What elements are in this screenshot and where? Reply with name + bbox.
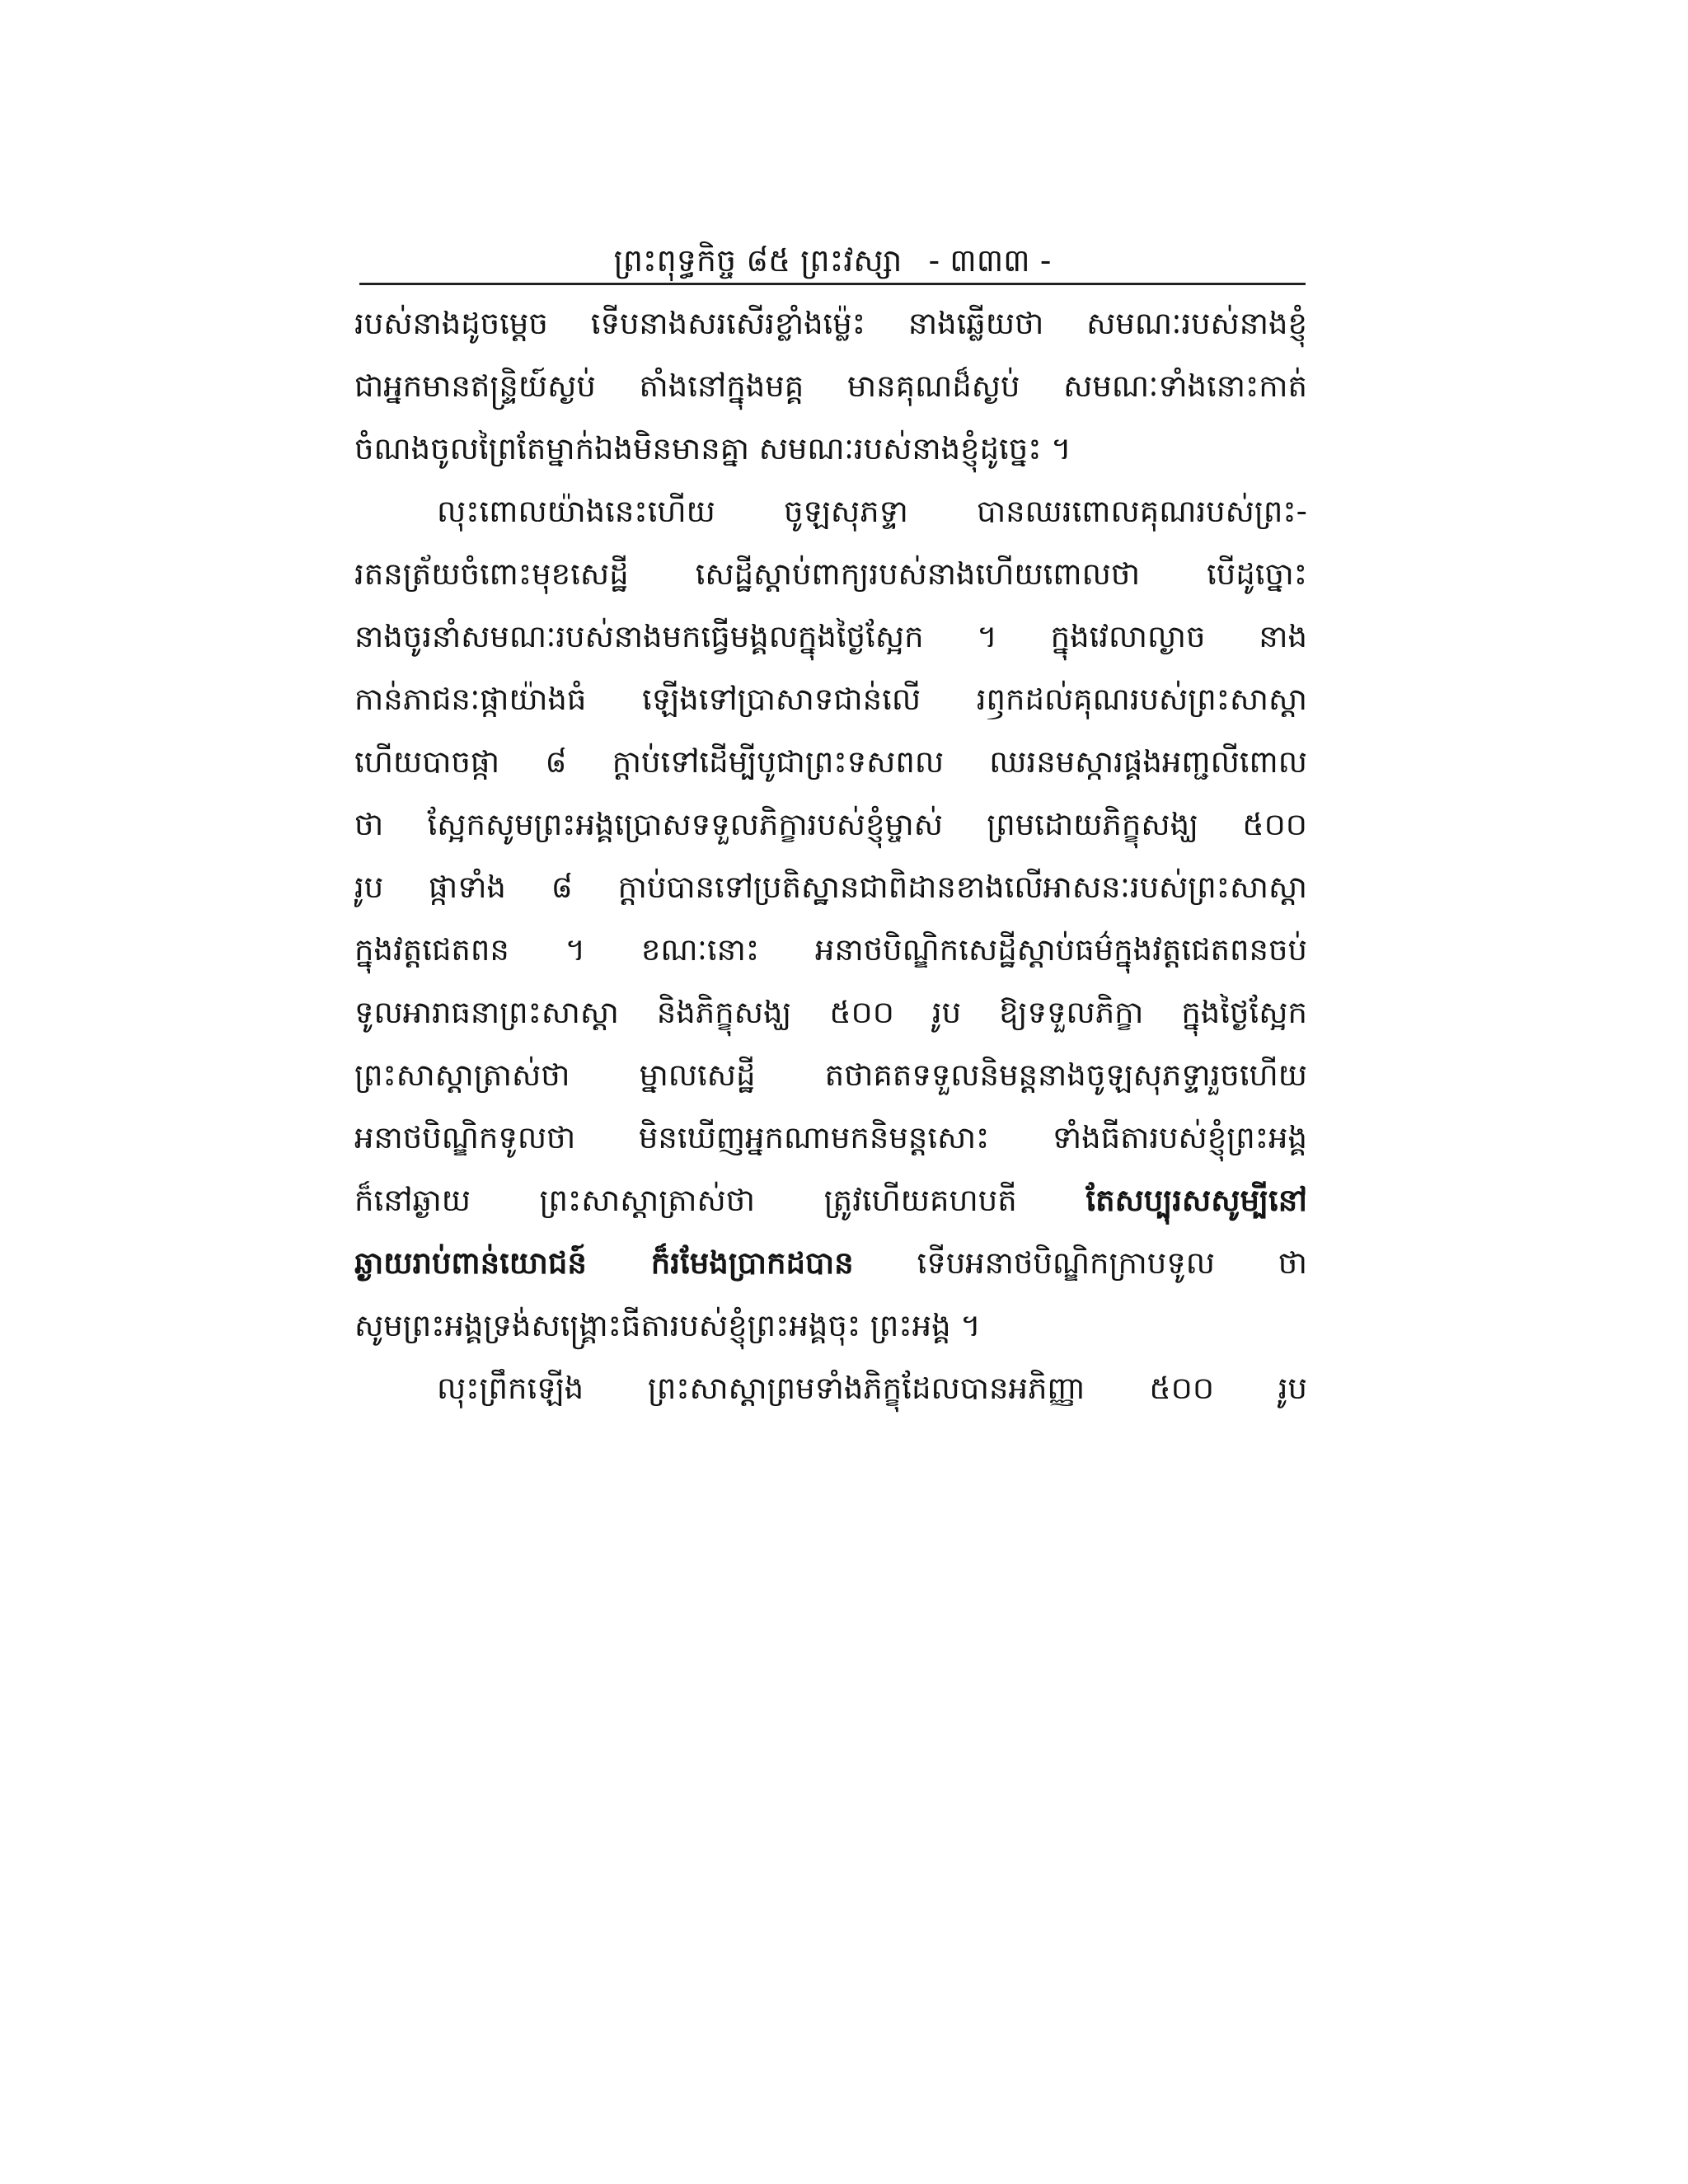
text-line: ក្នុងវត្តជេតពន ។ ខណៈនោះ អនាថបិណ្ឌិកសេដ្ឋីស្ដាប់ធម៌ក្នុងវត្តជេតពនចប់	[354, 932, 1307, 968]
text-line: រូប ផ្កាទាំង ៨ ក្ដាប់បានទៅប្រតិស្ឋានជាពិដានខាងលើអាសនៈរបស់ព្រះសាស្ដា	[354, 869, 1307, 905]
running-header	[359, 236, 1306, 285]
text-line: ចំណងចូលព្រៃតែម្នាក់ឯងមិនមានគ្នា សមណៈរបស់នាងខ្ញុំដូច្នេះ ។	[354, 431, 1071, 466]
page-number: - ៣៣៣ -	[928, 242, 1052, 279]
body-text	[354, 293, 1307, 1420]
text-line: ទូលអារាធនាព្រះសាស្ដា និងភិក្ខុសង្ឃ ៥០០ រូប ឱ្យទទួលភិក្ខា ក្នុងថ្ងៃស្អែក	[354, 995, 1307, 1030]
emphasis-text: ឆ្ងាយរាប់ពាន់យោជន៍ ក៏រមែងប្រាកដបាន	[354, 1245, 854, 1281]
paragraph-first-line: លុះពោលយ៉ាងនេះហើយ ចូឡសុភទ្ទា បានឈរពោលគុណរបស់ព្រះ-	[437, 494, 1307, 529]
text-line: ជាអ្នកមានឥន្ទ្រិយ៍ស្ងប់ តាំងនៅក្នុងមគ្គ មានគុណដ៏ស្ងប់ សមណៈទាំងនោះកាត់	[354, 368, 1307, 404]
book-title: ព្រះពុទ្ធកិច្ច ៨៥ ព្រះវស្សា	[613, 242, 903, 279]
header-rule	[359, 283, 1306, 285]
text-line: កាន់ភាជនៈផ្កាយ៉ាងធំ ឡើងទៅប្រាសាទជាន់លើ រឭកដល់គុណរបស់ព្រះសាស្ដា	[354, 682, 1307, 717]
text-line: ឆ្ងាយរាប់ពាន់យោជន៍ ក៏រមែងប្រាកដបាន ទើបអនាថបិណ្ឌិកក្រាបទូល ថា	[354, 1245, 1307, 1281]
text-line: ហើយបាចផ្កា ៨ ក្ដាប់ទៅដើម្បីបូជាព្រះទសពល ឈរនមស្ការផ្គងអញ្ជលីពោល	[354, 744, 1307, 780]
emphasis-text: តែសប្បុរសសូម្បីនៅ	[1085, 1183, 1307, 1218]
text-line: របស់នាងដូចម្ដេច ទើបនាងសរសើរខ្លាំងម្ល៉េះ នាងឆ្លើយថា សមណៈរបស់នាងខ្ញុំ	[354, 306, 1307, 341]
text-line: រតនត្រ័យចំពោះមុខសេដ្ឋី សេដ្ឋីស្ដាប់ពាក្យរបស់នាងហើយពោលថា បើដូច្នោះ	[354, 556, 1307, 592]
text-line: ថា ស្អែកសូមព្រះអង្គប្រោសទទួលភិក្ខារបស់ខ្ញុំម្ចាស់ ព្រមដោយភិក្ខុសង្ឃ ៥០០	[354, 807, 1307, 842]
text-line: អនាថបិណ្ឌិកទូលថា មិនឃើញអ្នកណាមកនិមន្តសោះ ទាំងធីតារបស់ខ្ញុំព្រះអង្គ	[354, 1120, 1307, 1155]
text-line: ក៏នៅឆ្ងាយ ព្រះសាស្ដាត្រាស់ថា ត្រូវហើយគហបតី តែសប្បុរសសូម្បីនៅ	[354, 1183, 1307, 1218]
text-line: ព្រះសាស្ដាត្រាស់ថា ម្នាលសេដ្ឋី តថាគតទទួលនិមន្តនាងចូឡសុភទ្ទារួចហើយ	[354, 1057, 1307, 1093]
text-line: នាងចូរនាំសមណៈរបស់នាងមកធ្វើមង្គលក្នុងថ្ងៃស្អែក ។ ក្នុងវេលាល្ងាច នាង	[354, 619, 1307, 654]
text-line: សូមព្រះអង្គទ្រង់សង្គ្រោះធីតារបស់ខ្ញុំព្រះអង្គចុះ ព្រះអង្គ ។	[354, 1308, 981, 1343]
paragraph-first-line: លុះព្រឹកឡើង ព្រះសាស្ដាព្រមទាំងភិក្ខុដែលបានអភិញ្ញា ៥០០ រូប	[437, 1371, 1307, 1406]
